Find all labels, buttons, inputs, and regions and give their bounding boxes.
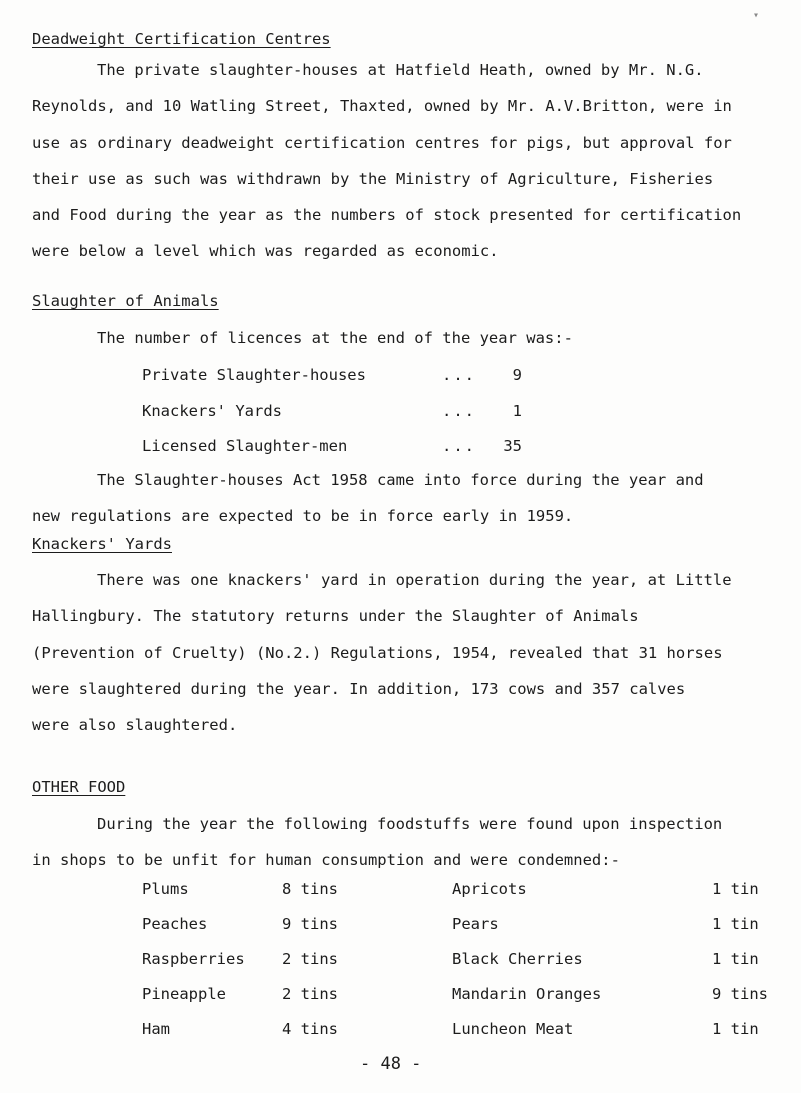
heading-slaughter: Slaughter of Animals <box>32 292 219 310</box>
food-name: Ham <box>142 1020 170 1038</box>
paragraph-line: new regulations are expected to be in force early in 1959. <box>32 507 574 526</box>
paragraph-line: (Prevention of Cruelty) (No.2.) Regulations, 1954, revealed that 31 horses <box>32 643 723 662</box>
food-name: Mandarin Oranges <box>452 985 602 1003</box>
licence-row <box>142 366 522 388</box>
paragraph-line: The Slaughter-houses Act 1958 came into force during the year and <box>97 471 704 489</box>
heading-other-food: OTHER FOOD <box>32 778 126 796</box>
licence-row <box>142 437 522 459</box>
paragraph-knackers <box>32 562 777 743</box>
paragraph-line: Reynolds, and 10 Watling Street, Thaxted, owned by Mr. A.V.Britton, were in <box>32 97 732 116</box>
paragraph-line: in shops to be unfit for human consumption and were condemned:- <box>32 851 620 870</box>
food-list-item <box>142 950 382 972</box>
scan-mark: ▾ <box>752 10 759 21</box>
food-list-item <box>452 985 782 1007</box>
food-quantity: 9 tins <box>712 985 768 1003</box>
leader-dots: ... <box>442 437 476 455</box>
food-name: Pineapple <box>142 985 226 1003</box>
licence-count: 1 <box>512 402 522 420</box>
food-name: Peaches <box>142 915 208 933</box>
food-name: Pears <box>452 915 499 933</box>
food-name: Luncheon Meat <box>452 1020 574 1038</box>
food-quantity: 2 tins <box>282 950 338 968</box>
licence-name: Knackers' Yards <box>142 402 282 420</box>
food-list-item <box>452 915 782 937</box>
food-list-item <box>452 1020 782 1042</box>
food-quantity: 1 tin <box>712 915 759 933</box>
food-name: Plums <box>142 880 189 898</box>
food-quantity: 4 tins <box>282 1020 338 1038</box>
licence-name: Licensed Slaughter-men <box>142 437 348 455</box>
food-list-item <box>142 880 382 902</box>
paragraph-line: The private slaughter-houses at Hatfield Heath, owned by Mr. N.G. <box>97 61 704 79</box>
licence-row <box>142 402 522 424</box>
paragraph-deadweight <box>32 52 777 270</box>
licence-count: 35 <box>503 437 522 455</box>
food-list-item <box>142 915 382 937</box>
licences-intro: The number of licences at the end of the year was:- <box>97 329 573 347</box>
leader-dots: ... <box>442 402 476 420</box>
heading-knackers: Knackers' Yards <box>32 535 172 553</box>
paragraph-line: their use as such was withdrawn by the Ministry of Agriculture, Fisheries <box>32 169 714 188</box>
food-list-item <box>142 985 382 1007</box>
paragraph-line: were also slaughtered. <box>32 716 238 735</box>
food-quantity: 1 tin <box>712 880 759 898</box>
food-list-item <box>452 950 782 972</box>
licence-name: Private Slaughter-houses <box>142 366 366 384</box>
food-name: Raspberries <box>142 950 245 968</box>
paragraph-line: were slaughtered during the year. In addition, 173 cows and 357 calves <box>32 679 686 698</box>
paragraph-line: and Food during the year as the numbers of stock presented for certification <box>32 206 742 225</box>
food-name: Apricots <box>452 880 527 898</box>
food-list-item <box>452 880 782 902</box>
paragraph-other-food <box>32 806 777 879</box>
paragraph-slaughter-act <box>32 462 777 535</box>
page-number: - 48 - <box>360 1054 422 1074</box>
paragraph-line: were below a level which was regarded as economic. <box>32 242 499 261</box>
food-quantity: 9 tins <box>282 915 338 933</box>
paragraph-line: There was one knackers' yard in operation during the year, at Little <box>97 571 732 589</box>
paragraph-line: During the year the following foodstuffs were found upon inspection <box>97 815 723 833</box>
heading-deadweight: Deadweight Certification Centres <box>32 30 331 48</box>
food-quantity: 1 tin <box>712 950 759 968</box>
food-quantity: 8 tins <box>282 880 338 898</box>
paragraph-line: Hallingbury. The statutory returns under the Slaughter of Animals <box>32 607 639 626</box>
food-list-item <box>142 1020 382 1042</box>
food-name: Black Cherries <box>452 950 583 968</box>
food-quantity: 2 tins <box>282 985 338 1003</box>
paragraph-line: use as ordinary deadweight certification centres for pigs, but approval for <box>32 133 732 152</box>
licence-count: 9 <box>512 366 522 384</box>
leader-dots: ... <box>442 366 476 384</box>
food-quantity: 1 tin <box>712 1020 759 1038</box>
